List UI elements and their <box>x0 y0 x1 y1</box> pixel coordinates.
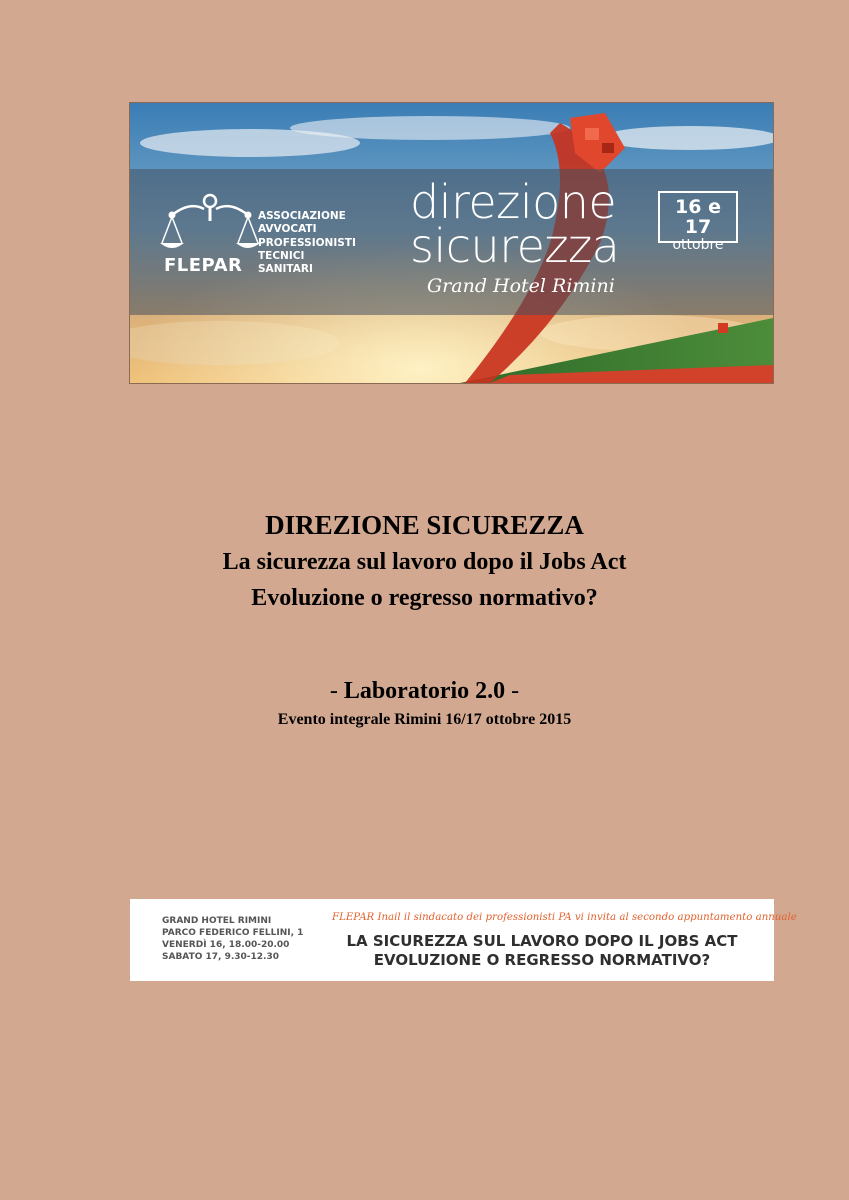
subtitle-line-1: La sicurezza sul lavoro dopo il Jobs Act <box>222 549 627 575</box>
association-line: AVVOCATI <box>258 223 317 236</box>
association-line: TECNICI <box>258 249 305 262</box>
venue-info-line: GRAND HOTEL RIMINI <box>162 916 272 926</box>
venue-info-line: VENERDÌ 16, 18.00-20.00 <box>162 940 290 950</box>
footer-headline <box>332 932 752 970</box>
subtitle-line-2: Evoluzione o regresso normativo? <box>251 585 598 611</box>
venue-name: Grand Hotel Rimini <box>427 275 615 297</box>
brand-line-1: direzione <box>410 175 617 229</box>
association-line: SANITARI <box>258 263 313 276</box>
lab-prefix: - <box>329 678 344 704</box>
lab-suffix: - <box>505 678 520 704</box>
venue-info-line: PARCO FEDERICO FELLINI, 1 <box>162 928 304 938</box>
footer-banner <box>130 899 797 981</box>
event-banner-image <box>129 102 774 384</box>
lab-heading <box>0 676 849 706</box>
venue-info <box>162 915 303 963</box>
association-line: ASSOCIAZIONE <box>258 210 346 222</box>
footer-headline-line-2: EVOLUZIONE O REGRESSO NORMATIVO? <box>373 951 711 969</box>
lab-label: Laboratorio 2.0 <box>343 678 506 704</box>
org-name: FLEPAR <box>164 255 243 276</box>
date-box <box>658 191 738 253</box>
brand-line-2: sicurezza <box>410 219 620 273</box>
invite-text: FLEPAR Inail il sindacato dei professionisti PA vi invita al secondo appuntamento annuale <box>332 912 797 923</box>
association-lines <box>258 210 356 276</box>
association-line: PROFESSIONISTI <box>258 236 356 249</box>
event-line: Evento integrale Rimini 16/17 ottobre 2015 <box>277 711 572 728</box>
footer-headline-line-1: LA SICUREZZA SUL LAVORO DOPO IL JOBS ACT <box>346 932 738 950</box>
date-month: ottobre <box>672 237 724 253</box>
document-title: DIREZIONE SICUREZZA <box>265 510 584 540</box>
date-days: 16 e 17 <box>675 196 721 238</box>
venue-info-line: SABATO 17, 9.30-12.30 <box>162 952 279 962</box>
